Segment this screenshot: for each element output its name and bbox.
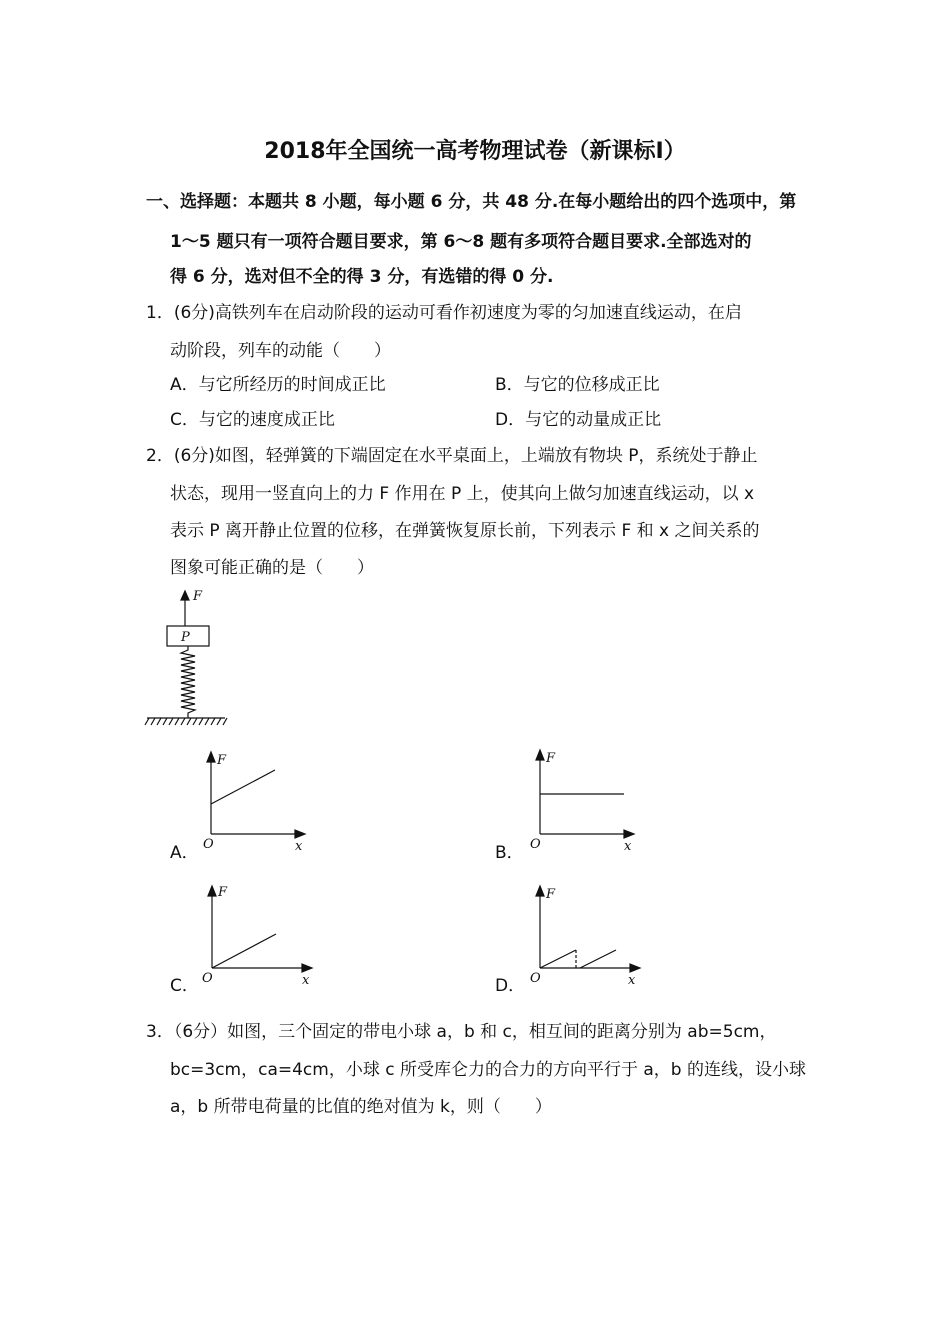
- q1-stem-line-2: 动阶段，列车的动能（ ）: [170, 341, 391, 361]
- q3-stem-line-3: a，b 所带电荷量的比值的绝对值为 k，则（ ）: [170, 1097, 552, 1117]
- y-axis-label: F: [218, 885, 228, 900]
- x-axis-arrowhead: [624, 830, 634, 838]
- q1-option-b: B．与它的位移成正比: [495, 375, 660, 395]
- q2-option-b-label: B．: [495, 843, 524, 863]
- q1-option-c: C．与它的速度成正比: [170, 410, 335, 430]
- q3-stem-line-2: bc=3cm，ca=4cm，小球 c 所受库仑力的合力的方向平行于 a，b 的连线，设小球: [170, 1060, 807, 1080]
- section-heading-line-1: 一、选择题：本题共 8 小题，每小题 6 分，共 48 分.在每小题给出的四个选项中，第: [146, 192, 797, 212]
- y-axis-label: F: [546, 887, 556, 902]
- q2-stem-line-3: 表示 P 离开静止位置的位移，在弹簧恢复原长前，下列表示 F 和 x 之间关系的: [170, 521, 760, 541]
- x-axis-label: x: [302, 973, 310, 988]
- q2-graph-a: [195, 748, 310, 853]
- q3-stem-line-1: 3．（6分）如图，三个固定的带电小球 a，b 和 c，相互间的距离分别为 ab=5cm，: [146, 1022, 777, 1042]
- x-axis-label: x: [628, 973, 636, 988]
- spring-coil: [181, 646, 195, 718]
- y-axis-label: F: [217, 753, 227, 768]
- origin-label: O: [202, 971, 213, 986]
- force-label: F: [193, 589, 203, 604]
- x-axis-arrowhead: [630, 964, 640, 972]
- x-axis-label: x: [295, 839, 303, 854]
- origin-label: O: [530, 837, 541, 852]
- x-axis-label: x: [624, 839, 632, 854]
- block-label: P: [181, 630, 190, 645]
- q2-graph-b: [524, 744, 639, 854]
- q2-option-d-label: D．: [495, 976, 526, 996]
- q1-option-d: D．与它的动量成正比: [495, 410, 662, 430]
- graph-line-segment-1: [540, 950, 576, 968]
- x-axis-arrowhead: [295, 830, 305, 838]
- y-axis-arrowhead: [208, 886, 216, 896]
- graph-line-segment-2: [580, 950, 616, 968]
- section-heading-line-3: 得 6 分，选对但不全的得 3 分，有选错的得 0 分.: [170, 267, 554, 287]
- q2-graph-c: [196, 878, 316, 988]
- q2-option-a-label: A．: [170, 843, 199, 863]
- y-axis-arrowhead: [536, 886, 544, 896]
- q1-option-a: A．与它所经历的时间成正比: [170, 375, 386, 395]
- origin-label: O: [530, 971, 541, 986]
- x-axis-arrowhead: [302, 964, 312, 972]
- ground-hatching: [145, 718, 227, 725]
- y-axis-arrowhead: [536, 750, 544, 760]
- q2-stem-line-2: 状态，现用一竖直向上的力 F 作用在 P 上，使其向上做匀加速直线运动，以 x: [170, 484, 755, 504]
- y-axis-label: F: [546, 751, 556, 766]
- q1-stem-line-1: 1．(6分)高铁列车在启动阶段的运动可看作初速度为零的匀加速直线运动，在启: [146, 303, 742, 323]
- origin-label: O: [203, 837, 214, 852]
- page-title: 2018年全国统一高考物理试卷（新课标Ⅰ）: [264, 139, 686, 164]
- spring-block-figure: [145, 588, 235, 733]
- y-axis-arrowhead: [207, 752, 215, 762]
- force-arrowhead: [181, 591, 189, 600]
- q2-stem-line-4: 图象可能正确的是（ ）: [170, 558, 374, 578]
- graph-line: [211, 770, 275, 804]
- graph-line: [212, 934, 276, 968]
- q2-stem-line-1: 2．(6分)如图，轻弹簧的下端固定在水平桌面上，上端放有物块 P，系统处于静止: [146, 446, 758, 466]
- q2-option-c-label: C．: [170, 976, 199, 996]
- section-heading-line-2: 1～5 题只有一项符合题目要求，第 6～8 题有多项符合题目要求.全部选对的: [170, 232, 752, 252]
- q2-graph-d: [524, 878, 644, 988]
